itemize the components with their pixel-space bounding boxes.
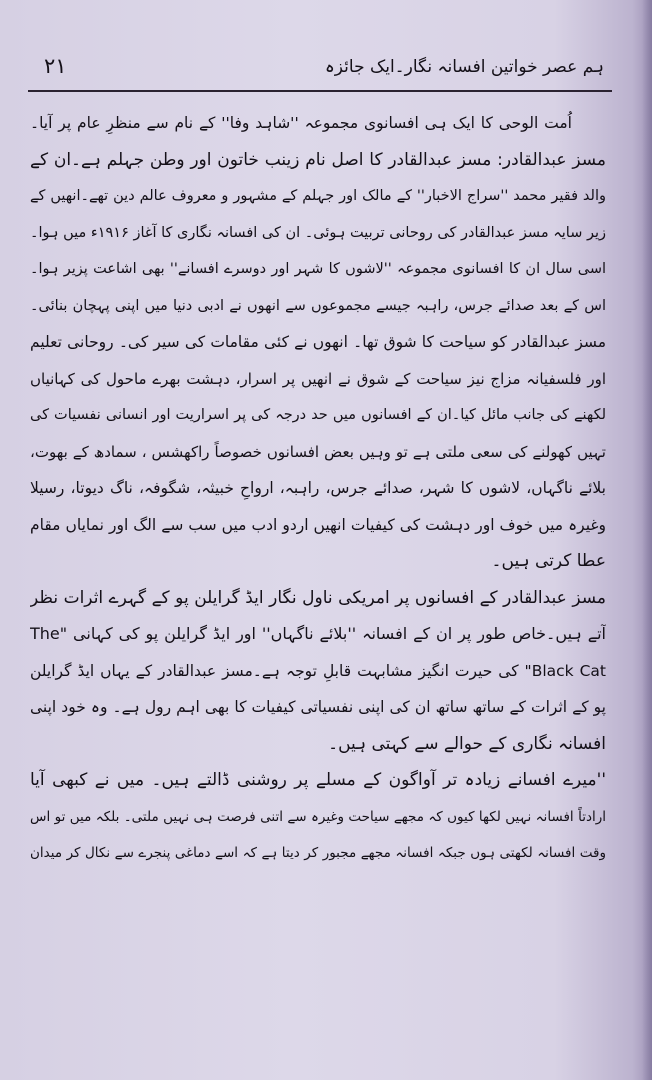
page-number: ۲۱ <box>44 54 67 78</box>
text-line: عطا کرتی ہیں۔ <box>491 551 606 571</box>
text-line: تہیں کھولنے کی سعی ملتی ہے تو وہیں بعض افسانوں خصوصاً راکھشس ، سمادھ کے بھوت، <box>30 442 606 461</box>
running-title: ہم عصر خواتین افسانہ نگار۔ایک جائزہ <box>324 57 604 77</box>
text-line: اس کے بعد صدائے جرس، راہبہ جیسے مجموعوں سے انھوں نے ادبی دنیا میں اپنی پہچان بنائی۔ <box>30 297 606 314</box>
text-line: اُمت الوحی کا ایک ہی افسانوی مجموعہ ''شاہد وفا'' کے نام سے منظرِ عام پر آیا۔ <box>30 114 572 132</box>
text-line: Black Cat" کی حیرت انگیز مشابہت قابلِ توجہ ہے۔مسز عبدالقادر کے یہاں ایڈ گرایلن <box>30 661 606 680</box>
text-line: ارادتاً افسانہ نہیں لکھا کیوں کہ مجھے سیاحت وغیرہ سے اتنی فرصت ہی نہیں ملتی۔ بلکہ میں تو اس <box>30 808 606 825</box>
text-line: مسز عبدالقادر: مسز عبدالقادر کا اصل نام زینب خاتون اور وطن جہلم ہے۔ان کے <box>30 149 606 170</box>
text-line: وغیرہ میں خوف اور دہشت کی کیفیات انھیں اردو ادب میں سب سے الگ اور نمایاں مقام <box>30 515 606 534</box>
text-line: آتے ہیں۔خاص طور پر ان کے افسانہ ''بلائے ناگہاں'' اور ایڈ گرایلن پو کی کہانی "The <box>30 624 606 643</box>
text-line: مسز عبدالقادر کے افسانوں پر امریکی ناول نگار ایڈ گرایلن پو کے گہرے اثرات نظر <box>30 587 606 608</box>
text-line: اور فلسفیانہ مزاج نیز سیاحت کے شوق نے انھیں پر اسرار، دہشت بھرے ماحول کی کہانیاں <box>30 369 606 388</box>
header-rule <box>28 90 612 92</box>
text-line: بلائے ناگہاں، لاشوں کا شہر، صدائے جرس، راہبہ، ارواحِ خبیثہ، شگوفہ، ناگ دیوتا، رسیلا <box>30 479 606 497</box>
text-line: وقت افسانہ لکھتی ہوں جبکہ افسانہ مجھے مجبور کر دیتا ہے کہ اسے دماغی پنجرے سے نکال کر میدان <box>30 845 606 861</box>
text-line: زیر سایہ مسز عبدالقادر کی روحانی تربیت ہوئی۔ ان کی افسانہ نگاری کا آغاز ۱۹۱۶ء میں ہوا۔ <box>30 224 606 241</box>
text-line: پو کے اثرات کے ساتھ ساتھ ان کی اپنی نفسیاتی کیفیات کا بھی اہم رول ہے۔ وہ خود اپنی <box>30 698 606 716</box>
page-header <box>28 52 612 92</box>
text-line: مسز عبدالقادر کو سیاحت کا شوق تھا۔ انھوں نے کئی مقامات کی سیر کی۔ روحانی تعلیم <box>30 333 606 351</box>
text-line: اسی سال ان کا افسانوی مجموعہ ''لاشوں کا شہر اور دوسرے افسانے'' بھی اشاعت پزیر ہوا۔ <box>30 261 606 277</box>
text-line: افسانہ نگاری کے حوالے سے کہتی ہیں۔ <box>328 733 606 754</box>
text-line: والد فقیر محمد ''سراج الاخبار'' کے مالک اور جہلم کے مشہور و معروف عالم دین تھے۔انھیں کے <box>30 188 606 204</box>
text-line: ''میرے افسانے زیادہ تر آواگون کے مسلے پر روشنی ڈالتے ہیں۔ میں نے کبھی آیا <box>30 770 606 790</box>
page-edge-shadow <box>642 0 652 1080</box>
text-line: لکھنے کی جانب مائل کیا۔ان کے افسانوں میں حد درجہ کی پر اسراریت اور انسانی نفسیات کی <box>30 407 606 423</box>
body-text <box>30 105 606 872</box>
